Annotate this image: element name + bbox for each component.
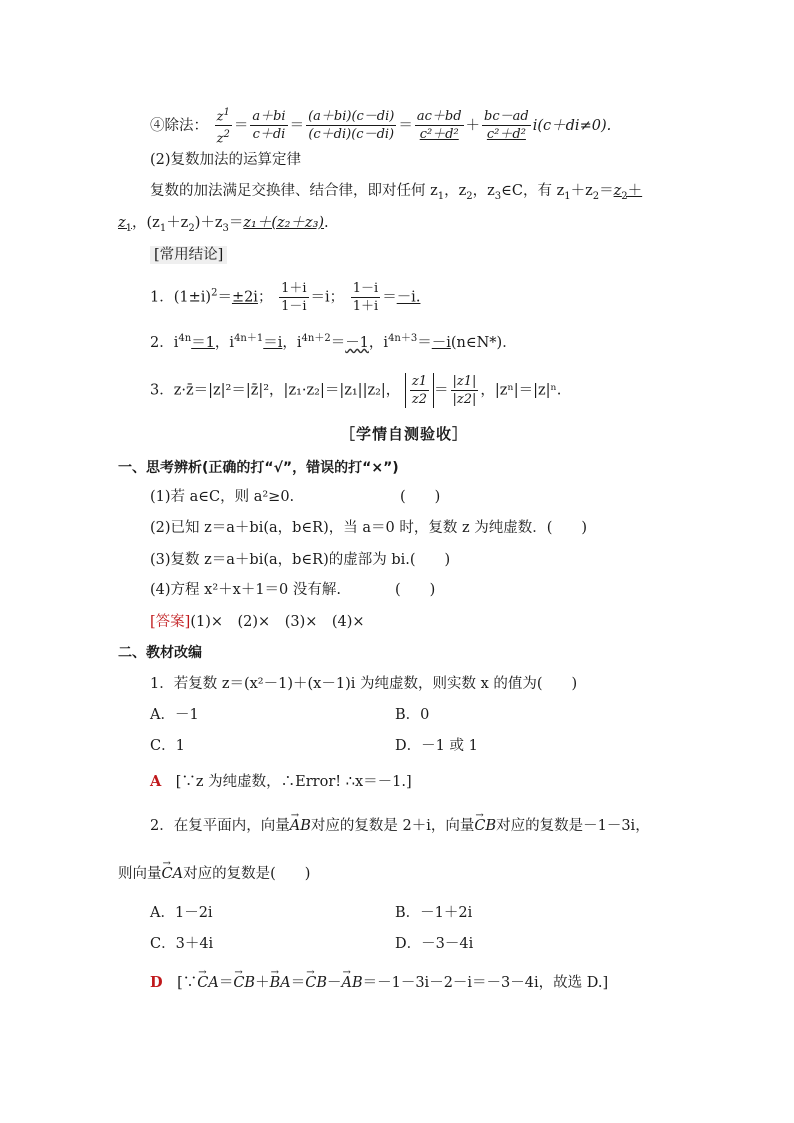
part1-title: 一、思考辨析(正确的打“√”，错误的打“×”): [118, 460, 399, 476]
conclusion-1: 1．$(1\pm i)^2=\pm 2i$； $\frac{1+i}{1-i}$ ＝i； $\frac{1-i}{1+i}$ ＝－i.: [150, 281, 421, 314]
conclusion-3: 3．z·z̄＝|z|²＝|z̄|²，|z₁·z₂|＝|z₁||z₂|， $\frac{z1}{z2}$ ＝ $\frac{|z1|}{|z2|}$ ，|zⁿ|＝|z|ⁿ.: [150, 374, 562, 407]
part2-title: 二、教材改编: [118, 645, 202, 661]
fraction-3: $\frac{ac+bd}{\text{c²＋d²}}$: [416, 109, 462, 143]
fraction-1: $\frac{a+bi}{c+di}$: [252, 109, 286, 143]
conclusion-2: 2．$i^{4n}=1$，$i^{4n+1}=i$，$i^{4n+2}=-1$，$i^{4n+3}=-i(n\in N*)$．: [150, 333, 517, 351]
law-line-1: 复数的加法满足交换律、结合律，即对任何 $z_1$，$z_2$，$z_3\in C$，有 $z_1+z_2=z_2+$: [150, 183, 643, 202]
q1-option-b: B．0: [395, 707, 430, 723]
heading-addition-laws: (2)复数加法的运算定律: [150, 152, 302, 168]
q2-stem-line2: 则向量→ CA对应的复数是( ): [118, 864, 310, 884]
q2-option-d: D．－3－4i: [395, 936, 474, 952]
division-label: ④除法：: [150, 117, 208, 134]
q2-option-b: B．－1＋2i: [395, 905, 473, 921]
answer-tag: [答案]: [150, 614, 191, 630]
common-conclusion-tag: [常用结论]: [150, 245, 227, 265]
q2-answer-letter: D: [150, 974, 163, 991]
division-formula: ④除法： $\frac{z^1}{z^2}$ ＝ $\frac{a+bi}{c+di}$ ＝ $\frac{(a+bi)(c-di)}{(c+di)(c-di)}$ ＝ $\frac{ac+bd}{\text{c²＋d²}}$ ＋ $\frac{bc-ad}{\text{c²＋d²}}$ i(c＋di≠0).: [150, 104, 611, 148]
part1-answer: [150, 612, 365, 632]
fraction-2: $\frac{(a+bi)(c-di)}{(c+di)(c-di)}$: [308, 109, 395, 143]
q2-option-c: C．3＋4i: [150, 936, 214, 952]
q1-stem: 1．若复数 z＝(x²－1)＋(x－1)i 为纯虚数，则实数 x 的值为( ): [150, 676, 578, 692]
section-title-self-test: ［学情自测验收］: [340, 425, 469, 443]
judge-item-4-paren: ( ): [395, 582, 436, 598]
fraction-4: $\frac{bc-ad}{\text{c²＋d²}}$: [484, 109, 529, 143]
judge-item-3: (3)复数 z＝a＋bi(a，b∈R)的虚部为 bi.( ): [150, 552, 451, 568]
fraction-z1-z2: $\frac{z^1}{z^2}$: [215, 104, 232, 148]
division-tail: i(c＋di≠0).: [532, 117, 612, 134]
q2-stem-line1: 2．在复平面内，向量→ AB对应的复数是 2＋i，向量→ CB对应的复数是－1－3i，: [150, 816, 650, 836]
q1-option-c: C．1: [150, 738, 185, 754]
judge-item-4: (4)方程 x²＋x＋1＝0 没有解. ( ): [150, 582, 436, 598]
judge-item-2: (2)已知 z＝a＋bi(a，b∈R)，当 a＝0 时，复数 z 为纯虚数．( ): [150, 520, 588, 536]
judge-item-3-paren: ( ): [409, 552, 451, 568]
q1-explanation: [∵z 为纯虚数，∴Error! ∴x＝－1.]: [175, 774, 412, 790]
judge-item-1: (1)若 a∈C，则 a²≥0. ( ): [150, 489, 441, 505]
q1-answer-letter: A: [150, 773, 162, 790]
answer-text: (1)× (2)× (3)× (4)×: [190, 614, 365, 630]
law-line-2: $z_1$，$(z_1+z_2)+z_3=z_1+(z_2+z_3)$.: [118, 215, 329, 234]
q2-solution: D [∵→ CA＝→ CB＋→ BA＝→ CB－→ AB＝－1－3i－2－i＝－3－4i，故选 D.]: [150, 973, 608, 993]
judge-item-1-paren: ( ): [400, 489, 441, 505]
judge-item-2-paren: ( ): [546, 520, 588, 536]
q2-option-a: A．1－2i: [150, 905, 213, 921]
q1-option-d: D．－1 或 1: [395, 738, 478, 754]
q1-option-a: A．－1: [150, 707, 199, 723]
q1-solution: [150, 772, 412, 792]
